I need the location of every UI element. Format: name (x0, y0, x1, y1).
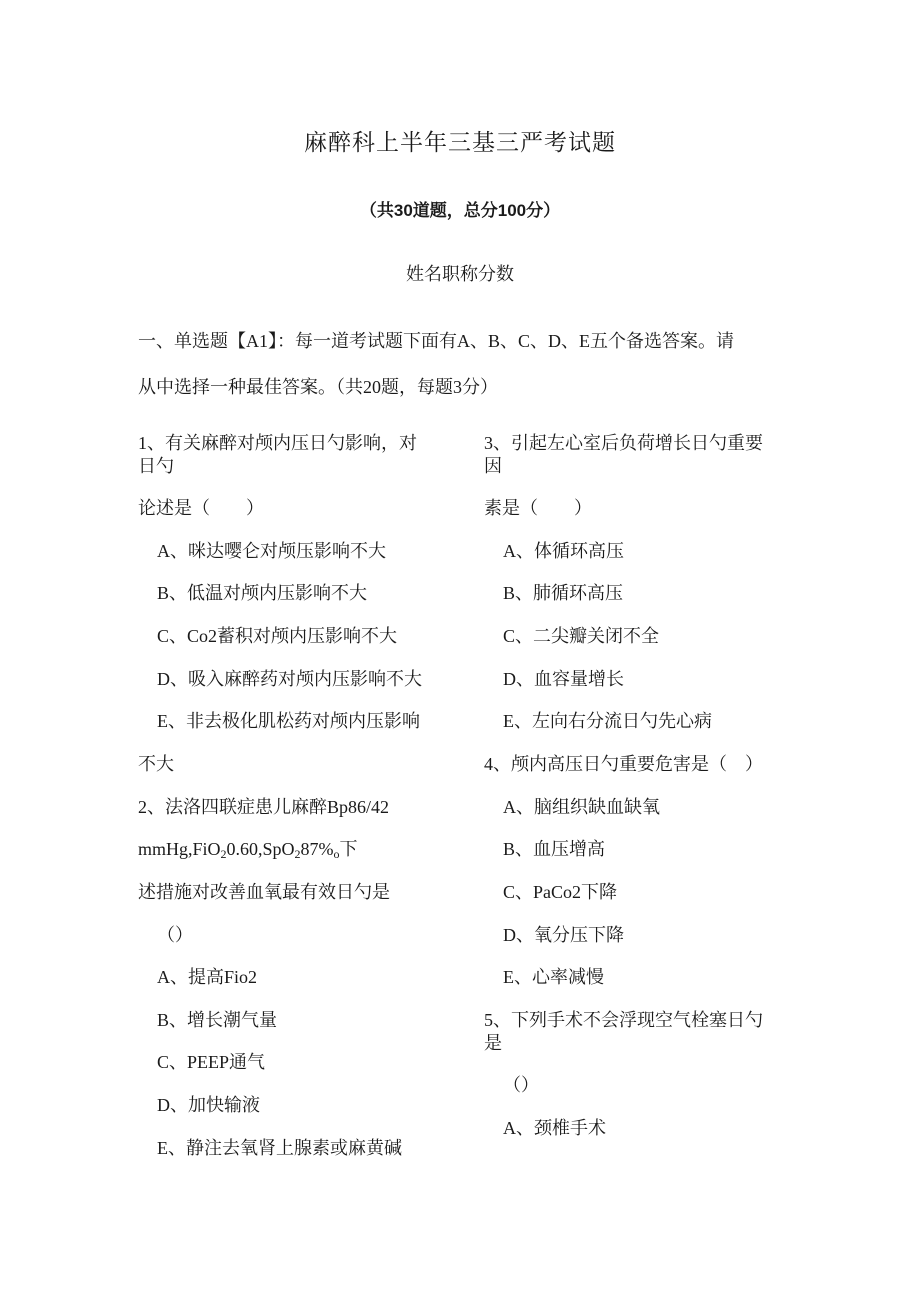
q2-stem-line-3: 述措施对改善血氧最有效日勺是 (138, 882, 390, 902)
q2-text-d: 下 (339, 839, 358, 859)
q1-stem-line-1: 1、有关麻醉对颅内压日勺影响，对 (138, 433, 417, 453)
q2-sub-1: 2 (220, 847, 227, 861)
q5-stem-line-3: （） (503, 1075, 539, 1095)
q2-option-b: B、增长潮气量 (157, 1010, 278, 1030)
section-intro-line-1: 一、单选题【A1】：每一道考试题下面有A、B、C、D、E五个备选答案。请 (138, 331, 735, 351)
q2-option-d: D、加快输液 (157, 1095, 260, 1115)
q2-option-c: C、PEEP通气 (157, 1052, 266, 1072)
q1-option-b: B、低温对颅内压影响不大 (157, 583, 368, 603)
q1-stem-line-2: 日勺 (138, 456, 174, 476)
q2-stem-line-1: 2、法洛四联症患儿麻醉Bp86/42 (138, 797, 390, 817)
name-title-score-line: 姓名职称分数 (406, 264, 514, 284)
q4-option-c: C、PaCo2下降 (503, 882, 618, 902)
q2-text-a: mmHg,FiO (138, 839, 221, 859)
q1-option-c: C、Co2蓄积对颅内压影响不大 (157, 626, 398, 646)
q3-stem-line-1: 3、引起左心室后负荷增长日勺重要 (484, 433, 763, 453)
q3-option-b: B、肺循环高压 (503, 583, 624, 603)
q2-stem-line-2 (138, 838, 358, 860)
q5-stem-line-1: 5、下列手术不会浮现空气栓塞日勺 (484, 1010, 763, 1030)
q1-option-e: E、非去极化肌松药对颅内压影响 (157, 711, 420, 731)
q1-option-a: A、咪达嘤仑对颅压影响不大 (157, 541, 386, 561)
q3-option-d: D、血容量增长 (503, 669, 624, 689)
q3-stem-line-2: 因 (484, 456, 502, 476)
q4-option-e: E、心率减慢 (503, 967, 604, 987)
document-title: 麻醉科上半年三基三严考试题 (304, 130, 616, 155)
q2-text-b: 0.60,SpO (226, 839, 295, 859)
q2-text-c: 87% (300, 839, 334, 859)
q1-option-d: D、吸入麻醉药对颅内压影响不大 (157, 669, 422, 689)
q4-option-b: B、血压增高 (503, 839, 606, 859)
q2-stem-line-4: （） (157, 925, 193, 945)
q3-stem-line-3: 素是（ ） (484, 498, 592, 518)
q3-option-a: A、体循环高压 (503, 541, 624, 561)
q3-option-c: C、二尖瓣关闭不全 (503, 626, 660, 646)
q3-option-e: E、左向右分流日勺先心病 (503, 711, 712, 731)
q1-option-e-continued: 不大 (138, 754, 174, 774)
q2-option-e: E、静注去氧肾上腺素或麻黄碱 (157, 1138, 402, 1158)
document-subtitle: （共30道题，总分100分） (359, 201, 561, 220)
section-intro-line-2: 从中选择一种最佳答案。（共20题，每题3分） (138, 377, 498, 397)
q2-sub-2: 2 (294, 847, 301, 861)
q5-stem-line-2: 是 (484, 1033, 502, 1053)
q4-option-a: A、脑组织缺血缺氧 (503, 797, 660, 817)
q5-option-a: A、颈椎手术 (503, 1118, 606, 1138)
q1-stem-line-3: 论述是（ ） (138, 498, 264, 518)
q4-option-d: D、氧分压下降 (503, 925, 624, 945)
q4-stem: 4、颅内高压日勺重要危害是（ ） (484, 754, 763, 774)
q2-option-a: A、提高Fio2 (157, 967, 258, 987)
q2-sub-3: o (333, 847, 340, 861)
